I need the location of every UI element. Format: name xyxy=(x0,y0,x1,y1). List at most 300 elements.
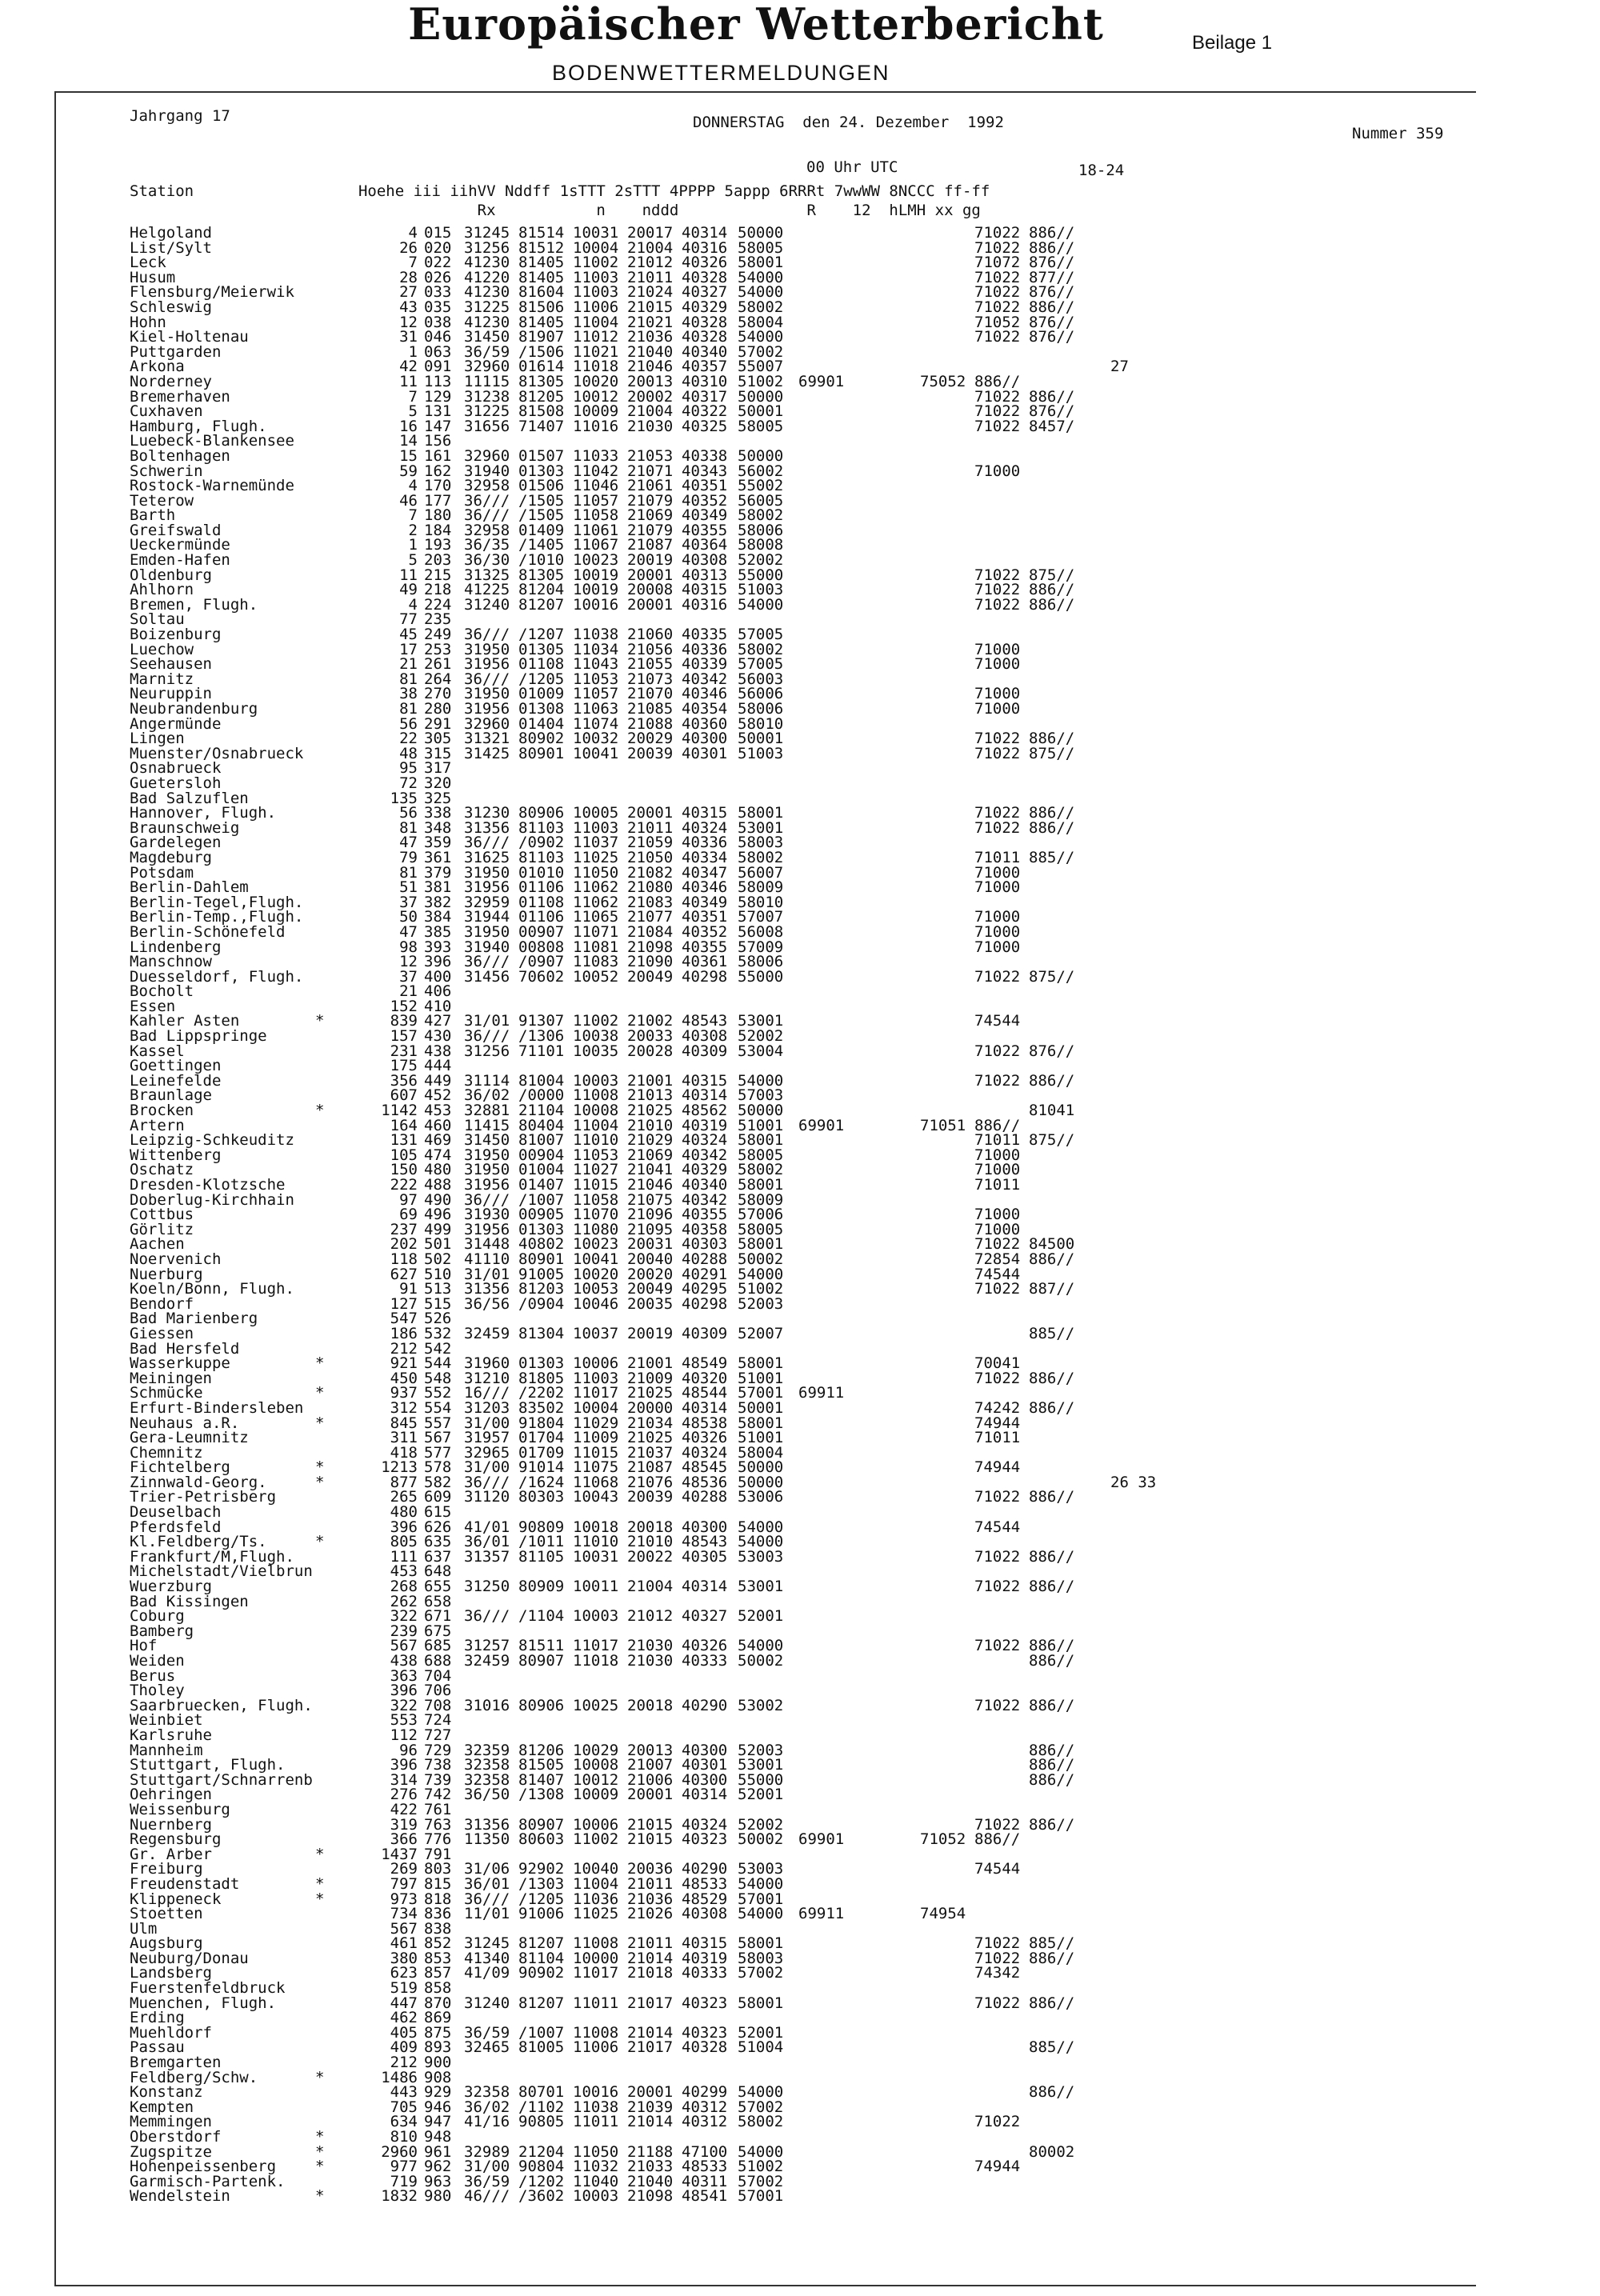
station-index: 961 xyxy=(424,2142,452,2161)
synop-group: 876// xyxy=(1029,283,1075,302)
synop-group: 71022 xyxy=(974,967,1021,986)
synop-group: 80902 xyxy=(518,730,565,748)
station-name: Osnabrueck xyxy=(130,759,222,778)
synop-group: 21026 xyxy=(627,1905,674,1923)
synop-group: 10043 xyxy=(573,1488,619,1506)
synop-group: 21015 xyxy=(627,298,674,316)
station-name: Weissenburg xyxy=(130,1800,230,1818)
synop-group: 31944 xyxy=(464,908,510,926)
synop-group: 58009 xyxy=(738,1190,784,1209)
synop-group: 71072 xyxy=(974,254,1021,272)
synop-group: 52001 xyxy=(738,1607,784,1626)
synop-group: 40298 xyxy=(682,1294,728,1313)
mountain-station-marker: * xyxy=(315,2128,325,2146)
synop-group: 40310 xyxy=(682,372,728,390)
synop-group: 31956 xyxy=(464,1176,510,1194)
synop-group: 71022 xyxy=(974,744,1021,762)
station-height: 231 xyxy=(390,1042,418,1060)
synop-group: 53001 xyxy=(738,1578,784,1596)
station-height: 237 xyxy=(390,1220,418,1238)
synop-group: 81206 xyxy=(518,1741,565,1759)
synop-group: 40308 xyxy=(682,1027,728,1046)
synop-group: 81207 xyxy=(518,1934,565,1953)
synop-group: 70602 xyxy=(518,967,565,986)
station-index: 544 xyxy=(424,1354,452,1373)
station-name: Nuernberg xyxy=(130,1815,212,1834)
synop-group: 40308 xyxy=(682,1905,728,1923)
station-height: 314 xyxy=(390,1770,418,1789)
station-height: 202 xyxy=(390,1235,418,1254)
station-name: Hannover, Flugh. xyxy=(130,804,277,822)
synop-group: 46/// xyxy=(464,2187,510,2206)
station-height: 45 xyxy=(399,626,418,644)
station-index: 113 xyxy=(424,372,452,390)
synop-group: 31230 xyxy=(464,804,510,822)
synop-group: 01407 xyxy=(518,1176,565,1194)
station-name: Frankfurt/M,Flugh. xyxy=(130,1547,294,1566)
synop-group: 69911 xyxy=(798,1905,845,1923)
synop-group: 58005 xyxy=(738,238,784,257)
synop-group: 41230 xyxy=(464,254,510,272)
synop-group: 20029 xyxy=(627,730,674,748)
station-name: Zugspitze xyxy=(130,2142,212,2161)
synop-group: 20049 xyxy=(627,967,674,986)
station-height: 127 xyxy=(390,1294,418,1313)
station-height: 212 xyxy=(390,1339,418,1358)
station-height: 4 xyxy=(408,595,418,614)
station-index: 791 xyxy=(424,1845,452,1863)
synop-group: 886// xyxy=(1029,595,1075,614)
station-index: 685 xyxy=(424,1637,452,1655)
station-name: Passau xyxy=(130,2038,185,2057)
station-height: 239 xyxy=(390,1622,418,1640)
synop-group: 40329 xyxy=(682,1161,728,1179)
station-height: 977 xyxy=(390,2158,418,2176)
synop-group: 90902 xyxy=(518,1964,565,1982)
synop-group: 81103 xyxy=(518,848,565,866)
station-name: Essen xyxy=(130,997,176,1015)
synop-group: 20002 xyxy=(627,387,674,406)
synop-group: 20031 xyxy=(627,1235,674,1254)
synop-group: 40328 xyxy=(682,268,728,286)
synop-group: 41/01 xyxy=(464,1518,510,1536)
synop-group: 58004 xyxy=(738,313,784,331)
synop-group: 80303 xyxy=(518,1488,565,1506)
synop-group: 886// xyxy=(1029,1949,1075,1967)
synop-group: 21046 xyxy=(627,358,674,376)
synop-group: 21098 xyxy=(627,938,674,956)
station-height: 312 xyxy=(390,1398,418,1417)
station-index: 480 xyxy=(424,1161,452,1179)
station-height: 462 xyxy=(390,2009,418,2027)
synop-group: 48533 xyxy=(682,1874,728,1893)
synop-group: 58001 xyxy=(738,254,784,272)
station-name: Dresden-Klotzsche xyxy=(130,1176,286,1194)
synop-group: 54000 xyxy=(738,1071,784,1090)
synop-group: 56007 xyxy=(738,863,784,882)
synop-group: 40333 xyxy=(682,1652,728,1670)
station-index: 838 xyxy=(424,1919,452,1938)
station-name: Zinnwald-Georg. xyxy=(130,1473,267,1491)
station-height: 461 xyxy=(390,1934,418,1953)
synop-group: 36/02 xyxy=(464,1086,510,1105)
synop-group: 81405 xyxy=(518,313,565,331)
synop-group: 40360 xyxy=(682,714,728,733)
synop-group: /1007 xyxy=(518,1190,565,1209)
synop-group: 40314 xyxy=(682,1786,728,1804)
station-height: 363 xyxy=(390,1666,418,1685)
volume-label: Jahrgang 17 xyxy=(130,107,230,125)
synop-group: 20040 xyxy=(627,1250,674,1268)
station-height: 1832 xyxy=(381,2187,418,2206)
station-index: 870 xyxy=(424,1994,452,2012)
synop-group: 11037 xyxy=(573,834,619,852)
synop-group: 54000 xyxy=(738,1874,784,1893)
synop-group: 10020 xyxy=(573,1265,619,1283)
synop-group: 58006 xyxy=(738,700,784,718)
synop-group: 21004 xyxy=(627,1578,674,1596)
station-name: Guetersloh xyxy=(130,774,222,792)
synop-group: 40343 xyxy=(682,462,728,480)
station-index: 853 xyxy=(424,1949,452,1967)
synop-group: 36/56 xyxy=(464,1294,510,1313)
synop-group: /1505 xyxy=(518,491,565,510)
synop-group: 55000 xyxy=(738,566,784,584)
synop-group: 81204 xyxy=(518,581,565,599)
synop-group: 21030 xyxy=(627,1637,674,1655)
synop-group: 21082 xyxy=(627,863,674,882)
synop-group: 31956 xyxy=(464,1220,510,1238)
station-index: 582 xyxy=(424,1473,452,1491)
synop-group: 20013 xyxy=(627,1741,674,1759)
station-height: 322 xyxy=(390,1607,418,1626)
synop-group: 11016 xyxy=(573,417,619,435)
synop-group: 52001 xyxy=(738,1786,784,1804)
synop-group: 21104 xyxy=(518,1102,565,1120)
synop-group: 58005 xyxy=(738,417,784,435)
station-name: Husum xyxy=(130,268,176,286)
station-index: 836 xyxy=(424,1905,452,1923)
station-height: 152 xyxy=(390,997,418,1015)
synop-group: 81511 xyxy=(518,1637,565,1655)
station-height: 81 xyxy=(399,818,418,837)
station-name: Giessen xyxy=(130,1324,194,1342)
synop-group: /0902 xyxy=(518,834,565,852)
mountain-station-marker: * xyxy=(315,2142,325,2161)
synop-group: 58001 xyxy=(738,1414,784,1432)
synop-group: 00907 xyxy=(518,922,565,941)
synop-group: 36/// xyxy=(464,626,510,644)
station-height: 21 xyxy=(399,655,418,674)
synop-group: 886// xyxy=(1029,387,1075,406)
synop-group: 40361 xyxy=(682,953,728,971)
station-index: 091 xyxy=(424,358,452,376)
station-name: Gardelegen xyxy=(130,834,222,852)
synop-group: 58009 xyxy=(738,878,784,897)
synop-group: 40322 xyxy=(682,402,728,421)
station-name: Augsburg xyxy=(130,1934,203,1953)
synop-group: 57001 xyxy=(738,2187,784,2206)
synop-group: 40313 xyxy=(682,566,728,584)
station-height: 7 xyxy=(408,506,418,525)
station-index: 980 xyxy=(424,2187,452,2206)
synop-group: 01303 xyxy=(518,1354,565,1373)
synop-group: 21036 xyxy=(627,328,674,346)
station-index: 427 xyxy=(424,1012,452,1030)
synop-group: 31956 xyxy=(464,700,510,718)
synop-group: 01303 xyxy=(518,1220,565,1238)
synop-group: 21014 xyxy=(627,2023,674,2042)
station-index: 526 xyxy=(424,1310,452,1328)
station-height: 12 xyxy=(399,953,418,971)
station-name: Neubrandenburg xyxy=(130,700,258,718)
synop-group: 58002 xyxy=(738,506,784,525)
station-index: 852 xyxy=(424,1934,452,1953)
synop-group: 876// xyxy=(1029,254,1075,272)
synop-group: 01506 xyxy=(518,477,565,495)
synop-group: 51002 xyxy=(738,372,784,390)
synop-group: 8457/ xyxy=(1029,417,1075,435)
station-name: Nuerburg xyxy=(130,1265,203,1283)
station-index: 548 xyxy=(424,1369,452,1387)
mountain-station-marker: * xyxy=(315,1414,325,1432)
synop-group: 81105 xyxy=(518,1547,565,1566)
station-height: 5 xyxy=(408,402,418,421)
station-height: 21 xyxy=(399,982,418,1001)
synop-group: 58001 xyxy=(738,1176,784,1194)
synop-group: 40291 xyxy=(682,1265,728,1283)
synop-group: 31950 xyxy=(464,685,510,703)
synop-group: 74944 xyxy=(974,2158,1021,2176)
station-name: Fichtelberg xyxy=(130,1458,230,1477)
synop-group: 58002 xyxy=(738,1161,784,1179)
station-index: 026 xyxy=(424,268,452,286)
synop-group: 58001 xyxy=(738,1354,784,1373)
synop-group: 11018 xyxy=(573,358,619,376)
station-height: 480 xyxy=(390,1503,418,1522)
station-height: 1213 xyxy=(381,1458,418,1477)
station-name: Konstanz xyxy=(130,2083,203,2102)
synop-group: 90805 xyxy=(518,2113,565,2131)
synop-group: 21060 xyxy=(627,626,674,644)
station-name: Braunschweig xyxy=(130,818,240,837)
synop-group: 01409 xyxy=(518,521,565,539)
station-index: 452 xyxy=(424,1086,452,1105)
synop-group: 81407 xyxy=(518,1770,565,1789)
synop-group: 40314 xyxy=(682,1086,728,1105)
synop-group: 71022 xyxy=(974,1994,1021,2012)
station-name: Stuttgart, Flugh. xyxy=(130,1756,286,1774)
synop-group: 40315 xyxy=(682,804,728,822)
synop-group: 20019 xyxy=(627,551,674,570)
synop-group: 71022 xyxy=(974,730,1021,748)
synop-group: 31450 xyxy=(464,328,510,346)
synop-group: 57006 xyxy=(738,1206,784,1224)
station-height: 262 xyxy=(390,1592,418,1610)
station-index: 253 xyxy=(424,640,452,658)
station-height: 37 xyxy=(399,893,418,911)
synop-group: 40315 xyxy=(682,1071,728,1090)
synop-group: 40334 xyxy=(682,848,728,866)
synop-group: 58003 xyxy=(738,834,784,852)
synop-group: 11025 xyxy=(573,1905,619,1923)
synop-group: 51001 xyxy=(738,1116,784,1134)
station-name: Ahlhorn xyxy=(130,581,194,599)
synop-group: 886// xyxy=(974,372,1021,390)
synop-group: 50002 xyxy=(738,1250,784,1268)
synop-group: 10052 xyxy=(573,967,619,986)
synop-group: 40324 xyxy=(682,1815,728,1834)
station-height: 7 xyxy=(408,387,418,406)
synop-group: 92902 xyxy=(518,1860,565,1878)
station-name: Bad Marienberg xyxy=(130,1310,258,1328)
mountain-station-marker: * xyxy=(315,2187,325,2206)
station-height: 409 xyxy=(390,2038,418,2057)
synop-group: 31956 xyxy=(464,655,510,674)
report-title: Europäischer Wetterbericht xyxy=(408,0,1104,50)
station-index: 542 xyxy=(424,1339,452,1358)
station-index: 947 xyxy=(424,2113,452,2131)
synop-group: 40316 xyxy=(682,595,728,614)
station-height: 56 xyxy=(399,804,418,822)
synop-group: 56006 xyxy=(738,685,784,703)
station-index: 291 xyxy=(424,714,452,733)
synop-group: 10016 xyxy=(573,595,619,614)
station-height: 7 xyxy=(408,254,418,272)
synop-group: 10023 xyxy=(573,551,619,570)
synop-group: 31940 xyxy=(464,462,510,480)
synop-group: 31930 xyxy=(464,1206,510,1224)
synop-group: 71022 xyxy=(974,328,1021,346)
synop-group: 10031 xyxy=(573,1547,619,1566)
station-name: Michelstadt/Vielbrun xyxy=(130,1562,313,1581)
station-name: Wittenberg xyxy=(130,1146,222,1164)
synop-group: 10041 xyxy=(573,744,619,762)
synop-group: 80404 xyxy=(518,1116,565,1134)
synop-group: 71022 xyxy=(974,1815,1021,1834)
synop-group: 71000 xyxy=(974,655,1021,674)
synop-group: 36/// xyxy=(464,1890,510,1908)
station-height: 1 xyxy=(408,536,418,554)
synop-group: /1308 xyxy=(518,1786,565,1804)
synop-group: 01108 xyxy=(518,893,565,911)
synop-group: 71022 xyxy=(974,804,1021,822)
synop-group: 21025 xyxy=(627,1384,674,1402)
station-height: 322 xyxy=(390,1696,418,1714)
synop-group: 71022 xyxy=(974,2113,1021,2131)
synop-group: 21204 xyxy=(518,2142,565,2161)
synop-group: 50001 xyxy=(738,1398,784,1417)
synop-group: /1624 xyxy=(518,1473,565,1491)
synop-group: 21004 xyxy=(627,402,674,421)
synop-group: 57002 xyxy=(738,2172,784,2190)
synop-group: 10020 xyxy=(573,372,619,390)
synop-group: 32959 xyxy=(464,893,510,911)
synop-group: 40300 xyxy=(682,1518,728,1536)
synop-group: 40303 xyxy=(682,1235,728,1254)
synop-group: 11043 xyxy=(573,655,619,674)
station-name: Oldenburg xyxy=(130,566,212,584)
synop-group: 876// xyxy=(1029,402,1075,421)
synop-group: 74544 xyxy=(974,1265,1021,1283)
synop-group: 48543 xyxy=(682,1012,728,1030)
synop-group: 11003 xyxy=(573,1369,619,1387)
station-index: 020 xyxy=(424,238,452,257)
synop-group: 74342 xyxy=(974,1964,1021,1982)
synop-group: 31456 xyxy=(464,967,510,986)
station-index: 317 xyxy=(424,759,452,778)
synop-group: 886// xyxy=(1029,2083,1075,2102)
synop-group: 40338 xyxy=(682,446,728,465)
station-index: 184 xyxy=(424,521,452,539)
synop-group: 31210 xyxy=(464,1369,510,1387)
synop-group: 876// xyxy=(1029,313,1075,331)
station-name: Feldberg/Schw. xyxy=(130,2068,258,2086)
synop-group: 21018 xyxy=(627,1964,674,1982)
station-index: 577 xyxy=(424,1443,452,1462)
station-height: 450 xyxy=(390,1369,418,1387)
synop-group: 11038 xyxy=(573,626,619,644)
synop-group: 53001 xyxy=(738,818,784,837)
synop-group: 81604 xyxy=(518,283,565,302)
synop-group: /0904 xyxy=(518,1294,565,1313)
station-index: 215 xyxy=(424,566,452,584)
station-name: Tholey xyxy=(130,1682,185,1700)
synop-group: 20020 xyxy=(627,1265,674,1283)
synop-group: 01009 xyxy=(518,685,565,703)
synop-group: 20018 xyxy=(627,1696,674,1714)
station-index: 532 xyxy=(424,1324,452,1342)
synop-group: 31/00 xyxy=(464,1414,510,1432)
synop-group: 21085 xyxy=(627,700,674,718)
synop-group: 40347 xyxy=(682,863,728,882)
synop-group: /1102 xyxy=(518,2098,565,2116)
synop-group: 31/01 xyxy=(464,1265,510,1283)
synop-group: 11074 xyxy=(573,714,619,733)
synop-group: 31950 xyxy=(464,1146,510,1164)
station-name: Brocken xyxy=(130,1102,194,1120)
station-height: 22 xyxy=(399,730,418,748)
station-height: 37 xyxy=(399,967,418,986)
station-index: 203 xyxy=(424,551,452,570)
synop-group: 31321 xyxy=(464,730,510,748)
synop-group: 20018 xyxy=(627,1518,674,1536)
station-index: 729 xyxy=(424,1741,452,1759)
synop-group: 40328 xyxy=(682,328,728,346)
station-name: Schleswig xyxy=(130,298,212,316)
synop-group: 11010 xyxy=(573,1533,619,1551)
synop-group: 52002 xyxy=(738,1027,784,1046)
synop-group: 21069 xyxy=(627,1146,674,1164)
synop-group: 36/// xyxy=(464,506,510,525)
synop-group: 32359 xyxy=(464,1741,510,1759)
synop-group: 40333 xyxy=(682,1964,728,1982)
synop-group: 21029 xyxy=(627,1131,674,1150)
synop-group: 51003 xyxy=(738,744,784,762)
synop-group: 886// xyxy=(1029,1815,1075,1834)
station-height: 112 xyxy=(390,1726,418,1744)
station-index: 552 xyxy=(424,1384,452,1402)
synop-group: 41/16 xyxy=(464,2113,510,2131)
synop-group: 11003 xyxy=(573,268,619,286)
synop-group: 36/01 xyxy=(464,1533,510,1551)
synop-group: 83502 xyxy=(518,1398,565,1417)
station-name: Ueckermünde xyxy=(130,536,230,554)
synop-group: 81805 xyxy=(518,1369,565,1387)
synop-group: 54000 xyxy=(738,2142,784,2161)
station-index: 338 xyxy=(424,804,452,822)
station-index: 261 xyxy=(424,655,452,674)
